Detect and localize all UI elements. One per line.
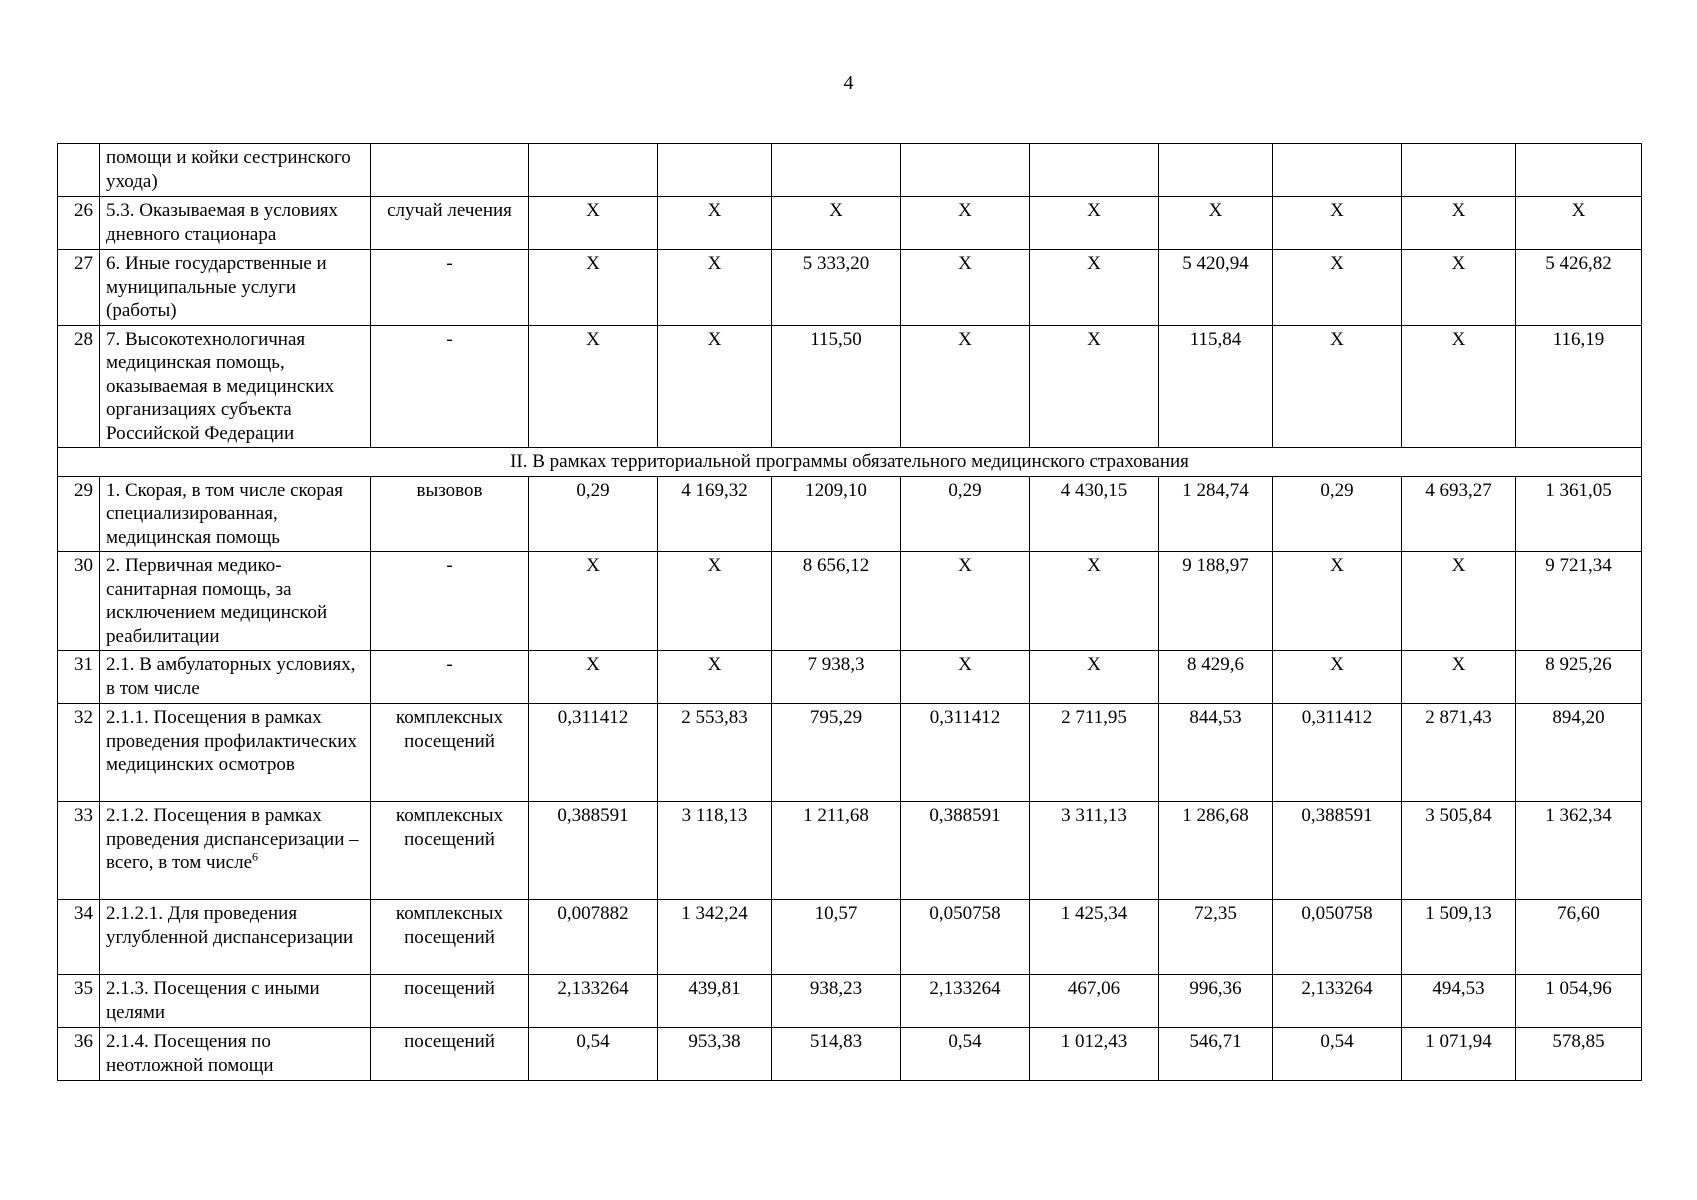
value-cell: Х: [1273, 325, 1402, 448]
value-cell: 0,54: [901, 1028, 1030, 1081]
value-cell: 1 361,05: [1516, 476, 1642, 552]
value-cell: Х: [1159, 197, 1273, 250]
table-row: [58, 1028, 1642, 1081]
value-cell: [529, 144, 658, 197]
value-cell: Х: [1030, 325, 1159, 448]
value-cell: 795,29: [772, 704, 901, 802]
table-row: [58, 197, 1642, 250]
value-cell: 9 721,34: [1516, 552, 1642, 651]
row-unit: случай лечения: [371, 197, 529, 250]
row-unit: посещений: [371, 975, 529, 1028]
value-cell: Х: [658, 651, 772, 704]
value-cell: 1 509,13: [1402, 900, 1516, 975]
row-unit: -: [371, 250, 529, 326]
value-cell: 7 938,3: [772, 651, 901, 704]
value-cell: 953,38: [658, 1028, 772, 1081]
value-cell: Х: [1273, 552, 1402, 651]
value-cell: 4 430,15: [1030, 476, 1159, 552]
value-cell: 0,311412: [529, 704, 658, 802]
value-cell: Х: [658, 552, 772, 651]
value-cell: 996,36: [1159, 975, 1273, 1028]
value-cell: Х: [1402, 552, 1516, 651]
row-name: 2.1.2. Посещения в рамках проведения диспансеризации – всего, в том числе$^6$: [100, 802, 371, 900]
value-cell: 0,311412: [1273, 704, 1402, 802]
value-cell: 0,007882: [529, 900, 658, 975]
row-unit: посещений: [371, 1028, 529, 1081]
value-cell: 0,29: [1273, 476, 1402, 552]
value-cell: 5 426,82: [1516, 250, 1642, 326]
value-cell: 1 362,34: [1516, 802, 1642, 900]
row-unit: вызовов: [371, 476, 529, 552]
table-row: [58, 144, 1642, 197]
value-cell: [772, 144, 901, 197]
value-cell: Х: [901, 197, 1030, 250]
value-cell: 2 711,95: [1030, 704, 1159, 802]
value-cell: Х: [1030, 552, 1159, 651]
table-row: [58, 476, 1642, 552]
row-name: 2.1. В амбулаторных условиях, в том числе: [100, 651, 371, 704]
value-cell: 0,54: [529, 1028, 658, 1081]
value-cell: 467,06: [1030, 975, 1159, 1028]
data-table: [57, 143, 1642, 1081]
value-cell: 8 429,6: [1159, 651, 1273, 704]
table-row: [58, 325, 1642, 448]
row-name: 2.1.3. Посещения с иными целями: [100, 975, 371, 1028]
value-cell: Х: [658, 250, 772, 326]
value-cell: 9 188,97: [1159, 552, 1273, 651]
value-cell: 1 286,68: [1159, 802, 1273, 900]
row-name: 1. Скорая, в том числе скорая специализированная, медицинская помощь: [100, 476, 371, 552]
value-cell: Х: [772, 197, 901, 250]
value-cell: Х: [529, 651, 658, 704]
value-cell: 0,050758: [1273, 900, 1402, 975]
value-cell: 578,85: [1516, 1028, 1642, 1081]
value-cell: Х: [529, 250, 658, 326]
value-cell: 76,60: [1516, 900, 1642, 975]
value-cell: 439,81: [658, 975, 772, 1028]
row-name: 2.1.2.1. Для проведения углубленной диспансеризации: [100, 900, 371, 975]
row-number: 27: [58, 250, 100, 326]
row-unit: -: [371, 552, 529, 651]
value-cell: 10,57: [772, 900, 901, 975]
value-cell: 4 693,27: [1402, 476, 1516, 552]
table-row: [58, 704, 1642, 802]
value-cell: Х: [1402, 197, 1516, 250]
row-number: 33: [58, 802, 100, 900]
value-cell: [1030, 144, 1159, 197]
value-cell: 494,53: [1402, 975, 1516, 1028]
value-cell: Х: [529, 552, 658, 651]
value-cell: [901, 144, 1030, 197]
row-number: 34: [58, 900, 100, 975]
value-cell: 72,35: [1159, 900, 1273, 975]
value-cell: 1 211,68: [772, 802, 901, 900]
value-cell: 4 169,32: [658, 476, 772, 552]
row-number: 29: [58, 476, 100, 552]
value-cell: 3 118,13: [658, 802, 772, 900]
value-cell: 0,388591: [901, 802, 1030, 900]
table-row: [58, 552, 1642, 651]
value-cell: 116,19: [1516, 325, 1642, 448]
row-unit: комплексных посещений: [371, 802, 529, 900]
section-header-body: [58, 448, 1642, 477]
value-cell: Х: [1402, 250, 1516, 326]
value-cell: [1516, 144, 1642, 197]
value-cell: 115,50: [772, 325, 901, 448]
value-cell: 2,133264: [1273, 975, 1402, 1028]
value-cell: Х: [1030, 651, 1159, 704]
row-number: 28: [58, 325, 100, 448]
value-cell: 1 054,96: [1516, 975, 1642, 1028]
value-cell: 8 925,26: [1516, 651, 1642, 704]
value-cell: 3 311,13: [1030, 802, 1159, 900]
value-cell: 2,133264: [529, 975, 658, 1028]
value-cell: 3 505,84: [1402, 802, 1516, 900]
row-name: 7. Высокотехнологичная медицинская помощь, оказываемая в медицинских организациях субъекта Российской Федерации: [100, 325, 371, 448]
row-unit: [371, 144, 529, 197]
value-cell: Х: [1273, 651, 1402, 704]
row-number: 31: [58, 651, 100, 704]
value-cell: 514,83: [772, 1028, 901, 1081]
section-title: II. В рамках территориальной программы обязательного медицинского страхования: [58, 448, 1642, 477]
row-number: 30: [58, 552, 100, 651]
value-cell: 0,050758: [901, 900, 1030, 975]
value-cell: 2 553,83: [658, 704, 772, 802]
section-row: [58, 448, 1642, 477]
value-cell: Х: [1273, 250, 1402, 326]
value-cell: 8 656,12: [772, 552, 901, 651]
row-unit: комплексных посещений: [371, 704, 529, 802]
value-cell: 1209,10: [772, 476, 901, 552]
row-name: 2.1.1. Посещения в рамках проведения профилактических медицинских осмотров: [100, 704, 371, 802]
table-row: [58, 975, 1642, 1028]
row-number: 26: [58, 197, 100, 250]
value-cell: [1273, 144, 1402, 197]
value-cell: Х: [658, 197, 772, 250]
table-row: [58, 900, 1642, 975]
value-cell: 0,54: [1273, 1028, 1402, 1081]
value-cell: Х: [529, 325, 658, 448]
value-cell: Х: [1273, 197, 1402, 250]
row-number: [58, 144, 100, 197]
value-cell: 546,71: [1159, 1028, 1273, 1081]
row-unit: -: [371, 325, 529, 448]
value-cell: 5 333,20: [772, 250, 901, 326]
page-number: 4: [843, 72, 854, 94]
table-body-after: [58, 476, 1642, 1081]
value-cell: Х: [529, 197, 658, 250]
value-cell: 5 420,94: [1159, 250, 1273, 326]
value-cell: 894,20: [1516, 704, 1642, 802]
value-cell: [1402, 144, 1516, 197]
value-cell: 1 012,43: [1030, 1028, 1159, 1081]
value-cell: [658, 144, 772, 197]
value-cell: 844,53: [1159, 704, 1273, 802]
value-cell: Х: [1030, 197, 1159, 250]
footnote-mark: 6: [252, 849, 259, 864]
table-body-before: [58, 144, 1642, 448]
value-cell: 1 425,34: [1030, 900, 1159, 975]
value-cell: 2 871,43: [1402, 704, 1516, 802]
value-cell: 1 071,94: [1402, 1028, 1516, 1081]
row-name: 2. Первичная медико-санитарная помощь, за исключением медицинской реабилитации: [100, 552, 371, 651]
table-row: [58, 802, 1642, 900]
value-cell: 0,29: [529, 476, 658, 552]
row-number: 36: [58, 1028, 100, 1081]
value-cell: 0,29: [901, 476, 1030, 552]
value-cell: 2,133264: [901, 975, 1030, 1028]
row-name: 2.1.4. Посещения по неотложной помощи: [100, 1028, 371, 1081]
value-cell: [1159, 144, 1273, 197]
value-cell: 115,84: [1159, 325, 1273, 448]
row-unit: комплексных посещений: [371, 900, 529, 975]
value-cell: 0,311412: [901, 704, 1030, 802]
row-number: 35: [58, 975, 100, 1028]
table-row: [58, 250, 1642, 326]
row-number: 32: [58, 704, 100, 802]
value-cell: Х: [901, 651, 1030, 704]
value-cell: 938,23: [772, 975, 901, 1028]
value-cell: 0,388591: [1273, 802, 1402, 900]
value-cell: Х: [1516, 197, 1642, 250]
value-cell: Х: [901, 552, 1030, 651]
table-row: [58, 651, 1642, 704]
value-cell: 0,388591: [529, 802, 658, 900]
value-cell: Х: [901, 325, 1030, 448]
row-name: 5.3. Оказываемая в условиях дневного стационара: [100, 197, 371, 250]
row-unit: -: [371, 651, 529, 704]
row-name: помощи и койки сестринского ухода): [100, 144, 371, 197]
value-cell: 1 284,74: [1159, 476, 1273, 552]
value-cell: Х: [1030, 250, 1159, 326]
value-cell: Х: [1402, 651, 1516, 704]
value-cell: Х: [1402, 325, 1516, 448]
row-name: 6. Иные государственные и муниципальные услуги (работы): [100, 250, 371, 326]
value-cell: Х: [901, 250, 1030, 326]
value-cell: 1 342,24: [658, 900, 772, 975]
value-cell: Х: [658, 325, 772, 448]
